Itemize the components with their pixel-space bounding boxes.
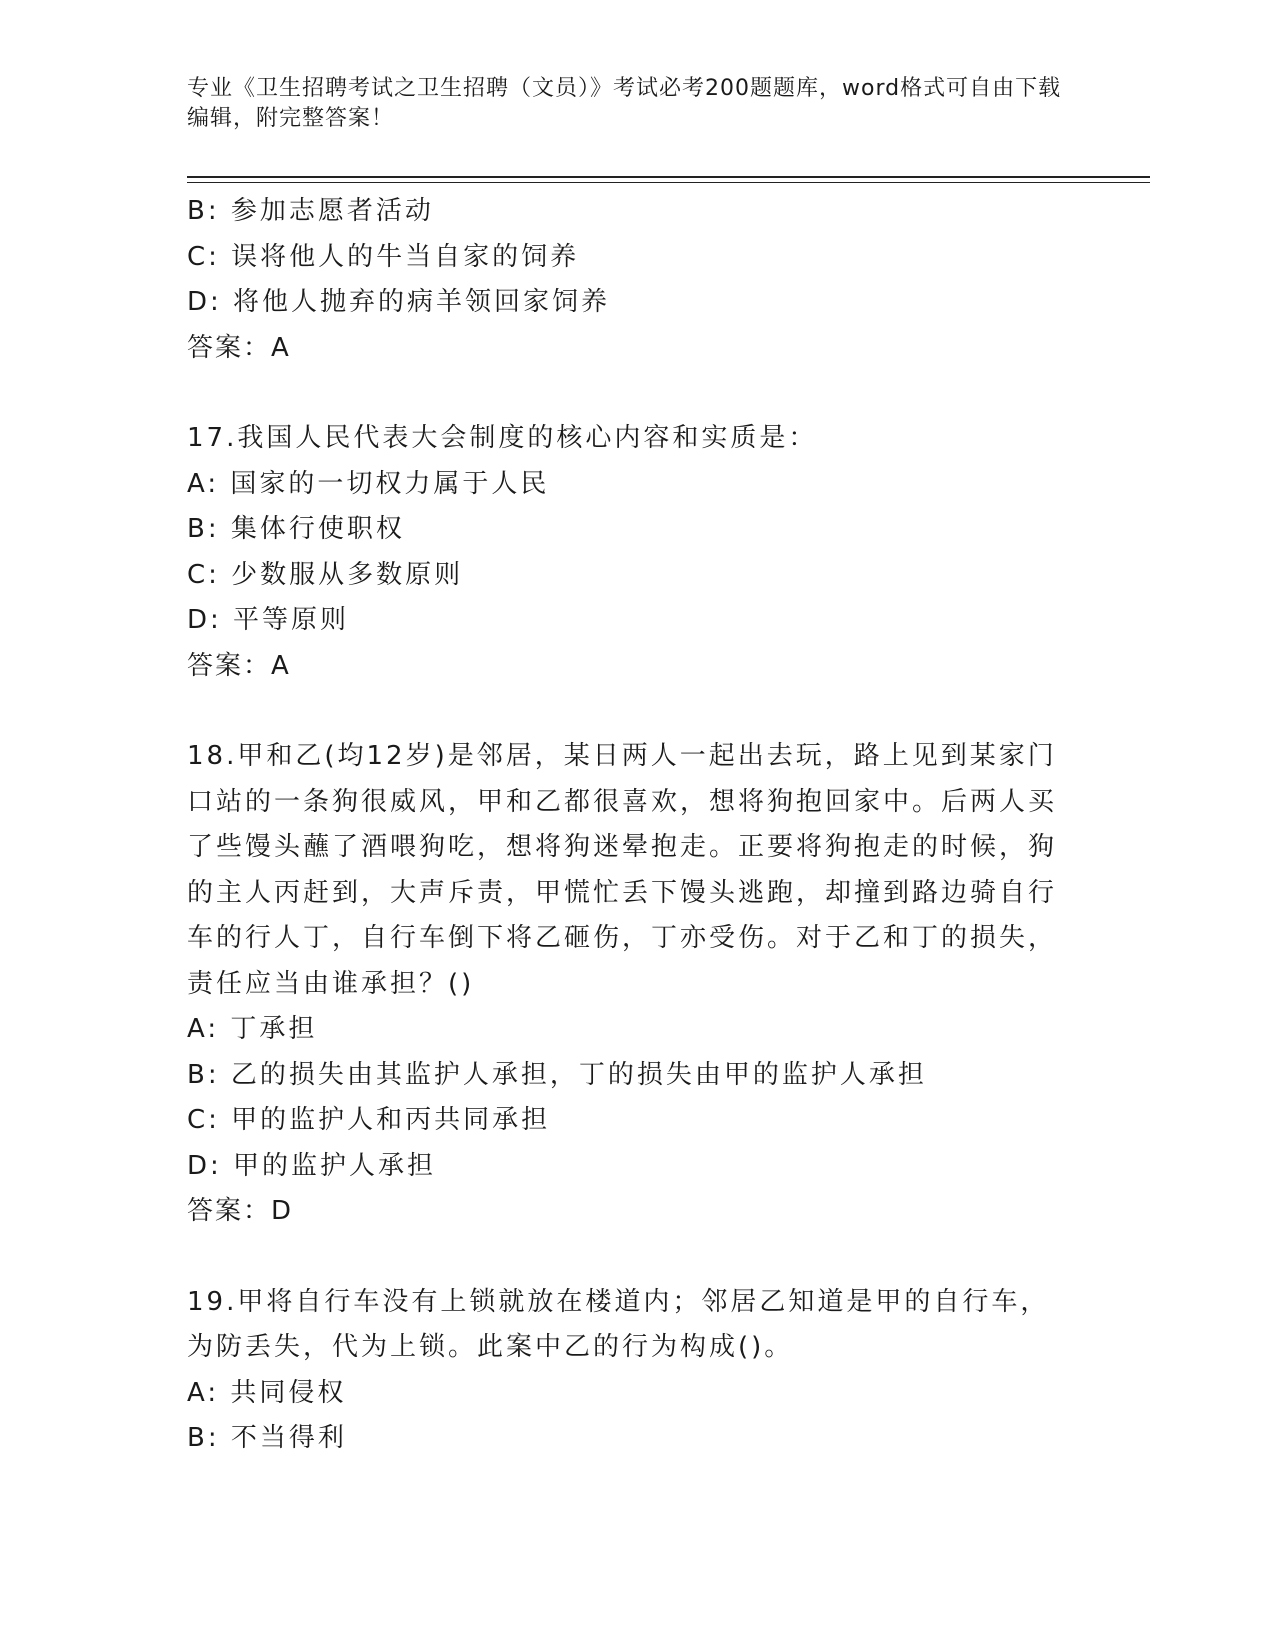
option-b: B: 集体行使职权 — [187, 514, 405, 544]
spacer — [187, 1235, 1077, 1280]
answer: 答案：A — [187, 332, 291, 363]
option-a: A: 丁承担 — [187, 1014, 318, 1044]
question-text: 18.甲和乙(均12岁)是邻居，某日两人一起出去玩，路上见到某家门口站的一条狗很威风，甲和乙都很喜欢，想将狗抱回家中。后两人买了些馒头蘸了酒喂狗吃，想将狗迷晕抱走。正要将狗抱走的时候，狗的主人丙赶到，大声斥责，甲慌忙丢下馒头逃跑，却撞到路边骑自行车的行人丁，自行车倒下将乙砸伤，丁亦受伤。对于乙和丁的损失，责任应当由谁承担？() — [187, 741, 1058, 999]
spacer — [187, 689, 1077, 734]
header-divider — [187, 176, 1150, 178]
option-d: D: 甲的监护人承担 — [187, 1150, 437, 1181]
header-divider-thin — [187, 182, 1150, 183]
question-block-16 — [187, 189, 1077, 371]
option-b: B: 不当得利 — [187, 1423, 347, 1453]
option-c: C: 甲的监护人和丙共同承担 — [187, 1105, 551, 1135]
option-d: D: 将他人抛弃的病羊领回家饲养 — [187, 287, 611, 317]
option-c: C: 误将他人的牛当自家的饲养 — [187, 241, 580, 272]
document-header: 专业《卫生招聘考试之卫生招聘（文员）》考试必考200题题库，word格式可自由下载编辑，附完整答案！ — [187, 76, 1062, 131]
answer: 答案：D — [187, 1196, 294, 1226]
option-d: D: 平等原则 — [187, 605, 350, 635]
question-block-17 — [187, 416, 1077, 689]
spacer — [187, 371, 1077, 416]
document-body — [187, 189, 1077, 1462]
option-a: A: 国家的一切权力属于人民 — [187, 468, 550, 499]
question-block-19 — [187, 1280, 1077, 1462]
question-text: 19.甲将自行车没有上锁就放在楼道内；邻居乙知道是甲的自行车，为防丢失，代为上锁。此案中乙的行为构成()。 — [187, 1286, 1050, 1362]
option-b: B: 参加志愿者活动 — [187, 196, 434, 226]
option-b: B: 乙的损失由其监护人承担，丁的损失由甲的监护人承担 — [187, 1059, 927, 1090]
option-c: C: 少数服从多数原则 — [187, 559, 464, 590]
question-block-18 — [187, 734, 1077, 1235]
question-text: 17.我国人民代表大会制度的核心内容和实质是： — [187, 423, 818, 453]
option-a: A: 共同侵权 — [187, 1377, 347, 1408]
answer: 答案：A — [187, 650, 291, 681]
